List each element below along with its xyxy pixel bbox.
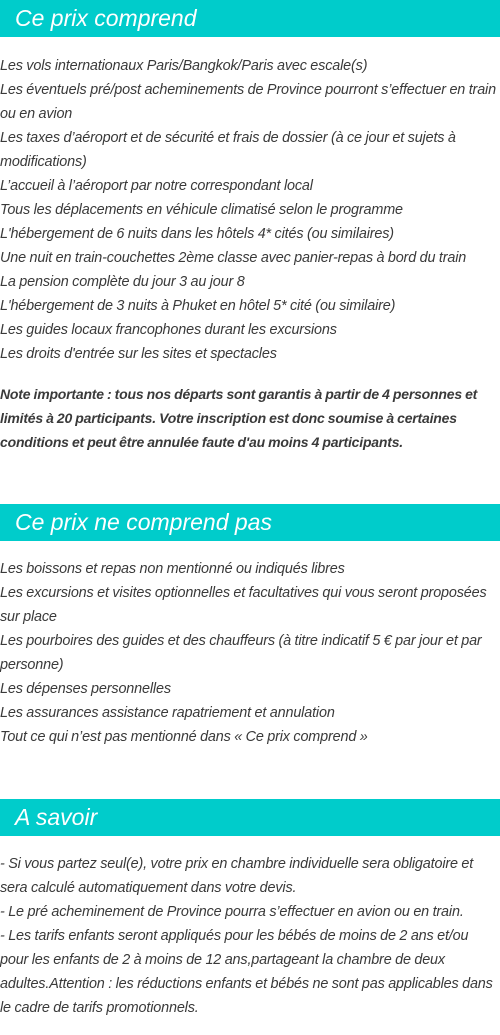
list-item: - Les tarifs enfants seront appliqués pour les bébés de moins de 2 ans et/ou pour les enfants de 2 à moins de 12 ans,partageant la chambre de deux adultes.Attention : les réductions enfants et bébés ne sont pas applicables dans le cadre de tarifs promotionnels. xyxy=(0,928,493,1016)
list-item: Les assurances assistance rapatriement et annulation xyxy=(0,705,335,721)
list-item: Les vols internationaux Paris/Bangkok/Paris avec escale(s) xyxy=(0,58,368,74)
list-item: - Si vous partez seul(e), votre prix en chambre individuelle sera obligatoire et sera calculé automatiquement dans votre devis. xyxy=(0,856,474,896)
list-item: L'hébergement de 6 nuits dans les hôtels 4* cités (ou similaires) xyxy=(0,226,394,242)
excludes-list xyxy=(0,557,500,749)
list-item: Les dépenses personnelles xyxy=(0,681,171,697)
section-header-good-to-know: A savoir xyxy=(0,799,500,836)
includes-list xyxy=(0,54,500,366)
list-item: Les éventuels pré/post acheminements de Province pourront s’effectuer en train ou en avion xyxy=(0,82,496,122)
list-item: - Le pré acheminement de Province pourra s’effectuer en avion ou en train. xyxy=(0,904,464,920)
section-header-includes: Ce prix comprend xyxy=(0,0,500,37)
list-item: Les guides locaux francophones durant les excursions xyxy=(0,322,337,338)
list-item: Les excursions et visites optionnelles et facultatives qui vous seront proposées sur place xyxy=(0,585,487,625)
important-note: Note importante : tous nos départs sont garantis à partir de 4 personnes et limités à 20 participants. Votre inscription est donc soumise à certaines conditions et peut être annulée faute d'au moins 4 participants. xyxy=(0,386,478,450)
list-item: Une nuit en train-couchettes 2ème classe avec panier-repas à bord du train xyxy=(0,250,467,266)
list-item: L’accueil à l’aéroport par notre correspondant local xyxy=(0,178,313,194)
list-item: Les pourboires des guides et des chauffeurs (à titre indicatif 5 € par jour et par personne) xyxy=(0,633,482,673)
list-item: La pension complète du jour 3 au jour 8 xyxy=(0,274,245,290)
list-item: L'hébergement de 3 nuits à Phuket en hôtel 5* cité (ou similaire) xyxy=(0,298,396,314)
list-item: Tous les déplacements en véhicule climatisé selon le programme xyxy=(0,202,403,218)
list-item: Les droits d'entrée sur les sites et spectacles xyxy=(0,346,277,362)
good-to-know-list xyxy=(0,852,500,1020)
section-header-excludes: Ce prix ne comprend pas xyxy=(0,504,500,541)
list-item: Les boissons et repas non mentionné ou indiqués libres xyxy=(0,561,345,577)
list-item: Les taxes d’aéroport et de sécurité et frais de dossier (à ce jour et sujets à modifications) xyxy=(0,130,456,170)
list-item: Tout ce qui n’est pas mentionné dans « Ce prix comprend » xyxy=(0,729,368,745)
